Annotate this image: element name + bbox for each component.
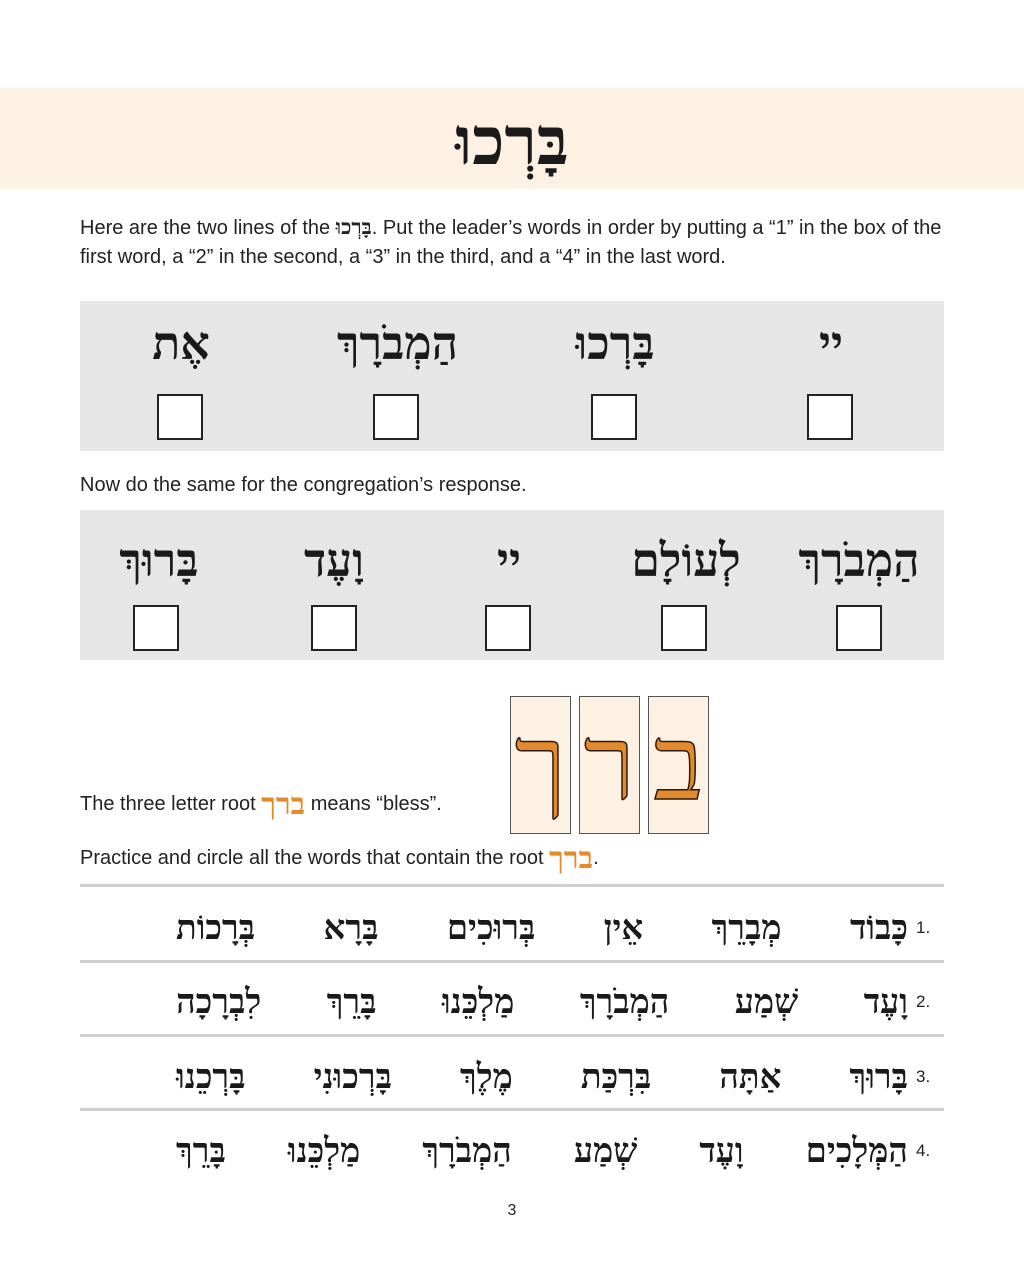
practice-row [80,1047,944,1107]
order-box[interactable] [311,605,357,651]
root-letter-card [510,696,571,834]
practice-row [80,898,944,958]
order-box[interactable] [157,394,203,440]
root-sentence [80,787,510,822]
instruction-text-before: Here are the two lines of the [80,217,336,239]
divider [80,1108,944,1111]
practice-word[interactable]: וָעֶד [863,982,908,1022]
practice-word[interactable]: בָּרְכוּנִי [313,1057,392,1097]
practice-word[interactable]: בָּרֵךְ [326,982,377,1022]
page-number: 3 [507,1202,517,1219]
row-number: 4. [916,1141,931,1160]
practice-word[interactable]: מֶלֶךְ [460,1057,513,1097]
row-number: 2. [916,992,931,1011]
practice-word[interactable]: בָּרוּךְ [849,1057,908,1097]
row-number: 1. [916,918,931,937]
practice-word[interactable]: בְּרוּכִים [446,908,536,948]
practice-row [80,972,944,1032]
root-inline: ברך [261,787,306,822]
root-letter: ב [653,702,704,824]
order-box[interactable] [373,394,419,440]
practice-word[interactable]: לִבְרָכָה [176,982,262,1022]
practice-word[interactable]: הַמְּלָכִים [805,1131,908,1171]
page-title: בָּרְכוּ [455,102,569,180]
leader-word-cell [780,301,882,451]
order-box[interactable] [591,394,637,440]
instruction-congregation: Now do the same for the congregation’s response. [80,474,527,496]
practice-word[interactable]: מַלְכֵּנוּ [441,982,515,1022]
congregation-word: הַמְבֹרָךְ [798,533,920,587]
congregation-word: בָּרוּךְ [119,533,199,587]
practice-word[interactable]: מַלְכֵּנוּ [287,1131,361,1171]
row-number: 3. [916,1067,931,1086]
practice-word[interactable]: שְׁמַע [573,1131,638,1171]
leader-word: הַמְבֹרָךְ [336,316,459,370]
root-text-after: means “bless”. [305,793,442,815]
practice-instruction [80,841,944,876]
congregation-word-cell [608,510,764,660]
practice-word[interactable]: הַמְבֹרָךְ [579,982,670,1022]
practice-word[interactable]: בִּרְכַּת [580,1057,652,1097]
practice-word[interactable]: שְׁמַע [734,982,799,1022]
root-letter: ך [514,702,567,824]
instruction-leader [80,213,944,271]
order-box[interactable] [807,394,853,440]
leader-word-cell [550,301,680,451]
congregation-word: וָעֶד [304,533,364,587]
practice-word[interactable]: אַתָּה [719,1057,782,1097]
practice-word[interactable]: בְּרָכוֹת [176,908,256,948]
practice-word[interactable]: בָּרָא [323,908,379,948]
practice-word[interactable]: הַמְבֹרָךְ [422,1131,512,1171]
order-box[interactable] [485,605,531,651]
order-box[interactable] [836,605,882,651]
practice-row [80,1121,944,1181]
order-box[interactable] [133,605,179,651]
instruction-text-after: . Put the leader’s words in order by putting a “1” in the box of the first word, a “2” in the second, a “3” in the third, and a “4” in the last word. [80,217,942,268]
practice-word[interactable]: וָעֶד [699,1131,744,1171]
leader-words-panel [80,301,944,451]
practice-text-before: Practice and circle all the words that contain the root [80,847,550,869]
leader-word: אֶת [152,316,210,370]
practice-word[interactable]: אֵין [603,908,644,948]
congregation-word: יי [496,533,522,587]
practice-text-after: . [593,847,599,869]
congregation-words-panel [80,510,944,660]
divider [80,1034,944,1037]
congregation-word-cell [100,510,218,660]
leader-word-cell [320,301,475,451]
order-box[interactable] [661,605,707,651]
divider [80,960,944,963]
divider [80,884,944,887]
leader-word-cell [126,301,236,451]
congregation-word-cell [280,510,388,660]
root-letter: ר [583,702,636,824]
congregation-word-cell [456,510,562,660]
leader-word: בָּרְכוּ [575,316,655,370]
root-inline: ברך [549,841,594,876]
instruction-hebrew-word: בָּרְכוּ [335,214,372,239]
leader-word: יי [818,316,844,370]
practice-word[interactable]: בָּרֵךְ [176,1131,226,1171]
congregation-word-cell [784,510,934,660]
root-letter-card [648,696,709,834]
practice-word[interactable]: מְבָרֵךְ [711,908,782,948]
root-text-before: The three letter root [80,793,262,815]
congregation-word: לְעוֹלָם [631,533,741,587]
practice-word[interactable]: כָּבוֹד [849,908,908,948]
practice-word[interactable]: בָּרְכֵנוּ [176,1057,246,1097]
root-letter-card [579,696,640,834]
